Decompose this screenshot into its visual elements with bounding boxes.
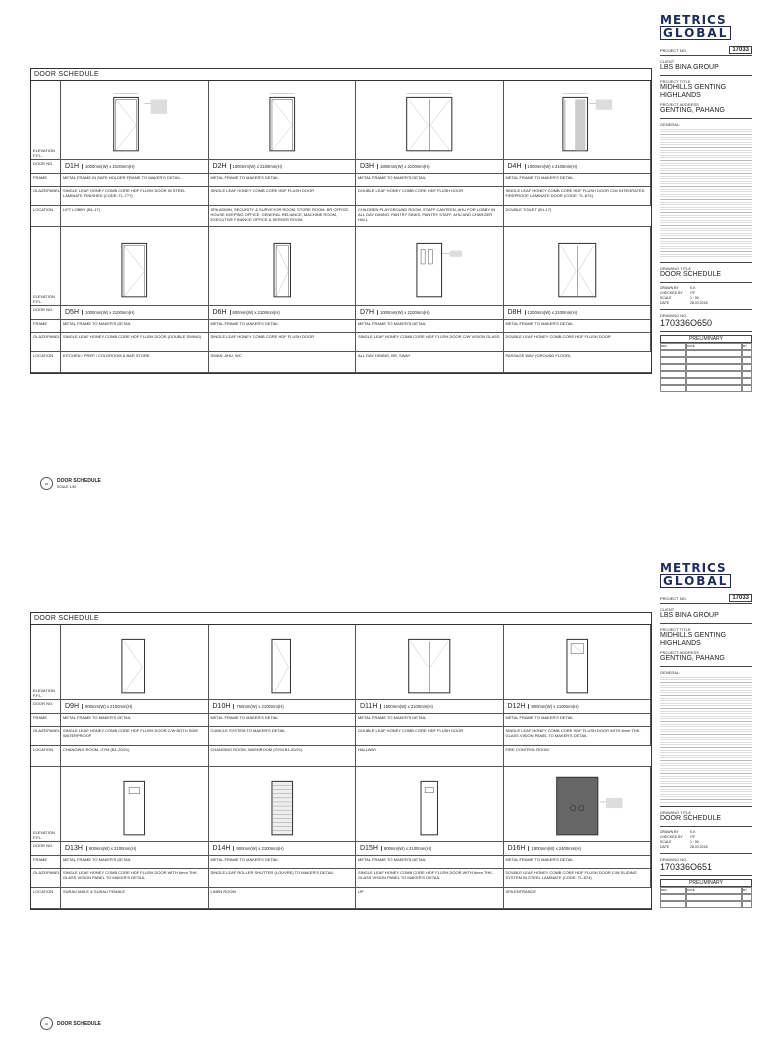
drawing-info: DRAWN BY K.K CHECKED BY ITF SCALE 1 : 50 DATE 28.03.2018 [660, 283, 752, 310]
glaze-cell: SINGLE LEAF HONEY COMB CORE HDF FLUSH DOOR WITH 6mm THK. GLASS VISION PANEL TO MAKER'S DETAIL [61, 869, 209, 888]
elevation-label: ELEVATION F.F.L. [31, 625, 61, 700]
door-elevation-d7h [356, 227, 504, 306]
general-notes: GENERAL: [660, 667, 752, 807]
glaze-cell: SINGLE LEAF HONEY COMB CORE HDF FLUSH DOOR C/W VISION GLASS [356, 333, 504, 352]
door-no-d2h: D2H 1000mm(W) x 2100mm(H) [209, 160, 357, 174]
door-no-label: DOOR NO. [31, 700, 61, 714]
project-title-section: PROJECT TITLE MIDHILLS GENTING HIGHLANDS PROJECT ADDRESS GENTING, PAHANG [660, 624, 752, 667]
frame-cell: METAL FRAME TO MAKER'S DETAIL [356, 320, 504, 333]
schedule-block-2 [31, 767, 651, 909]
revision-table: REV. DATE BY [660, 887, 752, 908]
glaze-cell: SINGLE LEAF ROLLER SHUTTER (LOUVRE) TO MAKER'S DETAIL [209, 869, 357, 888]
door-elevation-d2h [209, 81, 357, 160]
door-elevation-d12h [504, 625, 652, 700]
frame-cell: METAL FRAME TO MAKER'S DETAIL [504, 320, 652, 333]
door-elevation-d4h [504, 81, 652, 160]
elevation-label: ELEVATION F.F.L. [31, 767, 61, 842]
elevation-label: ELEVATION F.F.L. [31, 81, 61, 160]
title-block [660, 562, 752, 1062]
door-no-d8h: D8H 1200mm(W) x 2100mm(H) [504, 306, 652, 320]
frame-cell: METAL FRAME TO MAKER'S DETAIL [356, 174, 504, 187]
frame-cell: METAL FRAME IN SAFE HOLDER FRAME TO MAKER'S DETAIL [61, 174, 209, 187]
door-elevation-d6h [209, 227, 357, 306]
location-cell: SPA ENTRANCE [504, 888, 652, 909]
location-cell: UP [356, 888, 504, 909]
door-elevation-d9h [61, 625, 209, 700]
location-label: LOCATION [31, 888, 61, 909]
location-cell: HALLWAY [356, 746, 504, 767]
location-cell: PASSAGE WAY (GROUND FLOOR) [504, 352, 652, 373]
glaze-cell: SINGLE LEAF HONEY COMB CORE HDF FLUSH DOOR IN STEEL LAMINATE FINISHED (CODE: TL-777) [61, 187, 209, 206]
schedule-block-2 [31, 227, 651, 373]
glaze-cell: SINGLE LEAF HONEY COMB CORE HDF FLUSH DOOR C/W INTEGRATED FIREPROOF LAMINATE DOOR (CODE: TL-874) [504, 187, 652, 206]
glaze-cell: SINGLE LEAF HONEY COMB CORE HDF FLUSH DOOR WITH 6mm THK. GLASS VISION PANEL TO MAKER'S DETAIL [356, 869, 504, 888]
glaze-cell: SINGLE LEAF HONEY COMB CORE HDF FLUSH DOOR [209, 333, 357, 352]
door-schedule-table [30, 612, 652, 910]
revision-table: REV. DATE BY [660, 343, 752, 392]
door-elevation-d11h [356, 625, 504, 700]
location-cell: SPA ADMIN, SECURITY & SURVEYOR ROOM, STORE ROOM, BR OFFICE, HOUSE KEEPING OFFICE, GENERAL RELIANCE, MACHINE ROOM, EXECUTIVE FINANCE OFFICE & SERVER ROOM [209, 206, 357, 227]
frame-cell: METAL FRAME TO MAKER'S DETAIL [504, 714, 652, 727]
door-elevation-d1h [61, 81, 209, 160]
location-cell: CHILDREN PLAYGROUND ROOM, STAFF CANTEEN, AHU FOR LOBBY IN ALL DAY DINING, PANTRY SINKS, PANTRY STAFF, AHU AND CHARGER HALL [356, 206, 504, 227]
frame-cell: METAL FRAME TO MAKER'S DETAIL [356, 856, 504, 869]
glaze-cell: DOUBLE LEAF HONEY COMB CORE HDF FLUSH DOOR [356, 727, 504, 746]
company-logo: METRICS GLOBAL [660, 562, 752, 588]
door-no-d1h: D1H 1000mm(W) x 2100mm(H) [61, 160, 209, 174]
frame-label: FRAME [31, 856, 61, 869]
door-no-d14h: D14H 900mm(W) x 2100mm(H) [209, 842, 357, 856]
door-no-d4h: D4H 1000mm(W) x 2100mm(H) [504, 160, 652, 174]
door-schedule-table [30, 68, 652, 374]
door-elevation-d14h [209, 767, 357, 842]
glaze-cell: DOUBLE LEAF HONEY COMB CORE HDF FLUSH DOOR [504, 333, 652, 352]
door-elevation-d10h [209, 625, 357, 700]
company-logo: METRICS GLOBAL [660, 14, 752, 40]
drawing-sub-title: 01 DOOR SCHEDULE SCALE 1:50 [40, 477, 101, 490]
frame-label: FRAME [31, 320, 61, 333]
frame-cell: METAL FRAME TO MAKER'S DETAIL [61, 320, 209, 333]
door-no-d15h: D15H 800mm(W) x 2100mm(H) [356, 842, 504, 856]
frame-cell: METAL FRAME TO MAKER'S DETAIL [209, 174, 357, 187]
door-no-label: DOOR NO. [31, 160, 61, 174]
location-cell: LIFT LOBBY (B1-17) [61, 206, 209, 227]
frame-cell: METAL FRAME TO MAKER'S DETAIL [356, 714, 504, 727]
frame-cell: METAL FRAME TO MAKER'S DETAIL [209, 714, 357, 727]
location-label: LOCATION [31, 746, 61, 767]
door-no-label: DOOR NO. [31, 306, 61, 320]
door-elevation-d15h [356, 767, 504, 842]
location-cell: CHANGING ROOM, WASHROOM (GYM B1-20/21) [209, 746, 357, 767]
door-no-d13h: D13H 900mm(W) x 2100mm(H) [61, 842, 209, 856]
door-no-d5h: D5H 1000mm(W) x 2100mm(H) [61, 306, 209, 320]
project-number: PROJECT NO. 17033 [660, 46, 752, 56]
drawing-number-section: DRAWING NO. 170336O650 [660, 310, 752, 332]
elevation-label: ELEVATION F.F.L. [31, 227, 61, 306]
frame-cell: METAL FRAME TO MAKER'S DETAIL [61, 856, 209, 869]
door-no-d12h: D12H 900mm(W) x 2100mm(H) [504, 700, 652, 714]
location-cell: SWAN, AHU, WC [209, 352, 357, 373]
drawing-sub-title: 01 DOOR SCHEDULE [40, 1017, 101, 1030]
glaze-label: GLAZE/PANEL [31, 869, 61, 888]
status-badge: PRELIMINARY [660, 335, 752, 343]
glaze-cell: CUBICLE SYSTEM TO MAKER'S DETAIL [209, 727, 357, 746]
door-no-d10h: D10H 750mm(W) x 2100mm(H) [209, 700, 357, 714]
glaze-cell: DOUBLE LEAF HONEY COMB CORE HDF FLUSH DOOR C/W SLIDING SYSTEM IN STEEL LAMINATE (CODE: TL-874) [504, 869, 652, 888]
frame-cell: METAL FRAME TO MAKER'S DETAIL [209, 856, 357, 869]
glaze-cell: SINGLE LEAF HONEY COMB CORE HDF FLUSH DOOR (DOUBLE SWING) [61, 333, 209, 352]
location-cell: SURAU MALE & SURAU FEMALE [61, 888, 209, 909]
glaze-label: GLAZE/PANEL [31, 333, 61, 352]
door-elevation-d13h [61, 767, 209, 842]
general-notes: GENERAL: [660, 119, 752, 263]
drawing-title-section: DRAWING TITLE DOOR SCHEDULE [660, 807, 752, 827]
status-badge: PRELIMINARY [660, 879, 752, 887]
schedule-block-1 [31, 625, 651, 767]
door-elevation-d3h [356, 81, 504, 160]
schedule-block-1 [31, 81, 651, 227]
door-no-d7h: D7H 1000mm(W) x 2100mm(H) [356, 306, 504, 320]
drawing-title-section: DRAWING TITLE DOOR SCHEDULE [660, 263, 752, 283]
schedule-title: DOOR SCHEDULE [31, 69, 651, 81]
door-no-d9h: D9H 900mm(W) x 2100mm(H) [61, 700, 209, 714]
glaze-label: GLAZE/PANEL [31, 187, 61, 206]
glaze-cell: SINGLE LEAF HONEY COMB CORE HDF FLUSH DOOR [209, 187, 357, 206]
client-section: CLIENT LBS BINA GROUP [660, 604, 752, 624]
client-section: CLIENT LBS BINA GROUP [660, 56, 752, 76]
title-block [660, 14, 752, 514]
door-elevation-d5h [61, 227, 209, 306]
frame-cell: METAL FRAME TO MAKER'S DETAIL [61, 714, 209, 727]
project-number: PROJECT NO. 17033 [660, 594, 752, 604]
door-no-label: DOOR NO. [31, 842, 61, 856]
glaze-cell: SINGLE LEAF HONEY COMB CORE HDF FLUSH DOOR WITH 6mm THK. GLASS VISION PANEL TO MAKER'S DETAIL [504, 727, 652, 746]
door-no-d16h: D16H 1800mm(W) x 2400mm(H) [504, 842, 652, 856]
frame-cell: METAL FRAME TO MAKER'S DETAIL [209, 320, 357, 333]
door-no-d3h: D3H 1800mm(W) x 2100mm(H) [356, 160, 504, 174]
schedule-title: DOOR SCHEDULE [31, 613, 651, 625]
frame-label: FRAME [31, 714, 61, 727]
location-cell: KITCHEN / PREP / COLDROOM & BAR STORE [61, 352, 209, 373]
door-elevation-d16h [504, 767, 652, 842]
project-title-section: PROJECT TITLE MIDHILLS GENTING HIGHLANDS PROJECT ADDRESS GENTING, PAHANG [660, 76, 752, 119]
door-elevation-d8h [504, 227, 652, 306]
section-marker-icon: 01 [40, 1017, 53, 1030]
drawing-number-section: DRAWING NO. 170336O651 [660, 854, 752, 876]
glaze-cell: DOUBLE LEAF HONEY COMB CORE HDF FLUSH DOOR [356, 187, 504, 206]
section-marker-icon: 01 [40, 477, 53, 490]
frame-cell: METAL FRAME TO MAKER'S DETAIL [504, 174, 652, 187]
location-cell: LINEN ROOM [209, 888, 357, 909]
location-label: LOCATION [31, 206, 61, 227]
location-label: LOCATION [31, 352, 61, 373]
glaze-cell: SINGLE LEAF HONEY COMB CORE HDF FLUSH DOOR C/W BOTH SIDE WATERPROOF [61, 727, 209, 746]
drawing-sheet-2 [0, 512, 768, 1027]
drawing-sheet-1 [0, 0, 768, 512]
location-cell: ALL DAY DINING, BR, SWAY [356, 352, 504, 373]
location-cell: CHANGING ROOM, GYM (B1-20/21) [61, 746, 209, 767]
frame-label: FRAME [31, 174, 61, 187]
glaze-label: GLAZE/PANEL [31, 727, 61, 746]
drawing-info: DRAWN BY K.K CHECKED BY ITF SCALE 1 : 50 DATE 28.03.2018 [660, 827, 752, 854]
door-no-d11h: D11H 1500mm(W) x 2100mm(H) [356, 700, 504, 714]
frame-cell: METAL FRAME TO MAKER'S DETAIL [504, 856, 652, 869]
location-cell: DOUBLE TOILET (B1-17) [504, 206, 652, 227]
door-no-d6h: D6H 600mm(W) x 2100mm(H) [209, 306, 357, 320]
location-cell: FIRE CONTROL ROOM [504, 746, 652, 767]
